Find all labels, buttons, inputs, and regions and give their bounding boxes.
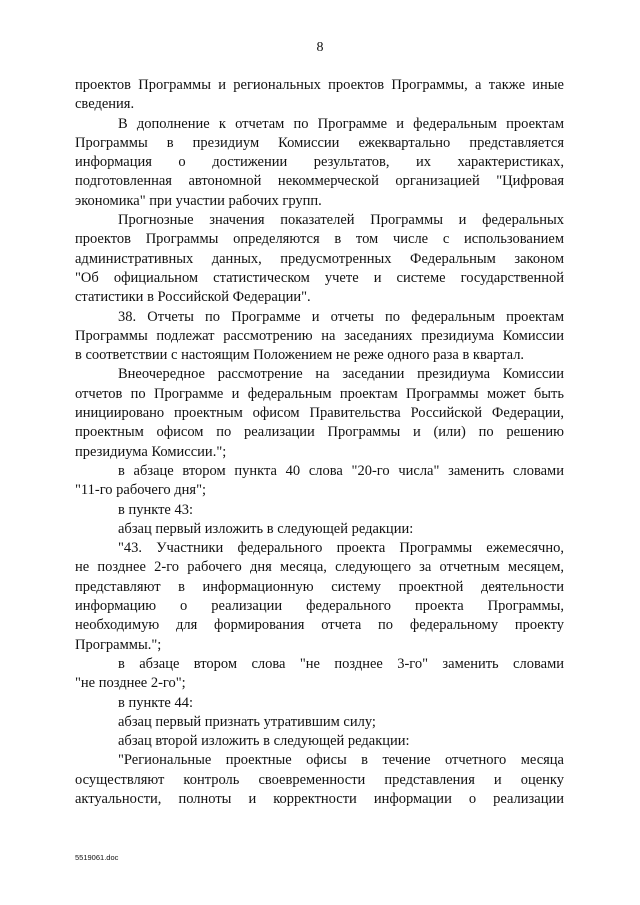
text-line: 38. Отчеты по Программе и отчеты по федеральным проектам: [118, 308, 564, 325]
text-line: проектным офисом по реализации Программы и (или) по решению: [75, 424, 564, 441]
text-line: В дополнение к отчетам по Программе и федеральным проектам: [118, 115, 564, 132]
paragraph: [75, 520, 564, 539]
paragraph: [75, 308, 564, 366]
text-line: проектов Программы и региональных проектов Программы, а также иные: [75, 77, 564, 93]
document-body: [75, 76, 564, 809]
paragraph: [75, 462, 564, 501]
paragraph: [75, 365, 564, 461]
text-line: Программы.";: [75, 636, 162, 653]
text-line: абзац первый изложить в следующей редакции:: [118, 520, 414, 537]
text-line: представляют в информационную систему проектной деятельности: [75, 578, 564, 595]
text-line: "не позднее 2-го";: [75, 675, 186, 692]
paragraph: [75, 539, 564, 655]
paragraph: [75, 655, 564, 694]
text-line: "Об официальном статистическом учете и системе государственной: [75, 269, 564, 286]
text-line: актуальности, полноты и корректности информации о реализации: [75, 790, 564, 807]
paragraph: [75, 115, 564, 211]
text-line: Внеочередное рассмотрение на заседании президиума Комиссии: [118, 366, 564, 383]
text-line: Прогнозные значения показателей Программы и федеральных: [118, 212, 564, 229]
file-name-footer: 5519061.doc: [75, 853, 119, 862]
text-line: административных данных, предусмотренных Федеральным законом: [75, 250, 564, 267]
text-line: проектов Программы определяются в том числе с использованием: [75, 231, 564, 248]
text-line: отчетов по Программе и федеральным проектам Программы может быть: [75, 385, 564, 402]
text-line: Программы подлежат рассмотрению на заседаниях президиума Комиссии: [75, 327, 564, 344]
text-line: необходимую для формирования отчета по федеральному проекту: [75, 617, 564, 634]
text-line: абзац первый признать утратившим силу;: [118, 713, 376, 730]
text-line: "Региональные проектные офисы в течение отчетного месяца: [118, 752, 564, 769]
paragraph: [75, 501, 564, 520]
text-line: "11-го рабочего дня";: [75, 482, 207, 499]
paragraph: [75, 732, 564, 751]
text-line: в пункте 43:: [118, 501, 194, 518]
text-line: в абзаце втором слова "не позднее 3-го" заменить словами: [118, 655, 564, 672]
text-line: информацию о реализации федерального проекта Программы,: [75, 598, 564, 615]
paragraph: [75, 76, 564, 115]
text-line: в абзаце втором пункта 40 слова "20-го числа" заменить словами: [118, 462, 564, 479]
paragraph: [75, 694, 564, 713]
text-line: подготовленная автономной некоммерческой организацией "Цифровая: [75, 173, 564, 190]
text-line: президиума Комиссии.";: [75, 443, 227, 460]
text-line: не позднее 2-го рабочего дня месяца, следующего за отчетным месяцем,: [75, 559, 564, 576]
text-line: абзац второй изложить в следующей редакции:: [118, 733, 410, 750]
text-line: в соответствии с настоящим Положением не реже одного раза в квартал.: [75, 347, 525, 364]
text-line: осуществляют контроль своевременности представления и оценку: [75, 771, 564, 788]
text-line: экономика" при участии рабочих групп.: [75, 192, 322, 209]
text-line: сведения.: [75, 96, 135, 113]
text-line: Программы в президиум Комиссии ежеквартально представляется: [75, 134, 564, 151]
text-line: в пункте 44:: [118, 694, 194, 711]
text-line: "43. Участники федерального проекта Программы ежемесячно,: [118, 540, 564, 557]
paragraph: [75, 211, 564, 307]
paragraph: [75, 751, 564, 809]
text-line: информация о достижении результатов, их характеристиках,: [75, 154, 564, 171]
page-number: 8: [316, 40, 324, 55]
paragraph: [75, 713, 564, 732]
text-line: статистики в Российской Федерации".: [75, 289, 311, 306]
text-line: инициировано проектным офисом Правительства Российской Федерации,: [75, 405, 564, 422]
